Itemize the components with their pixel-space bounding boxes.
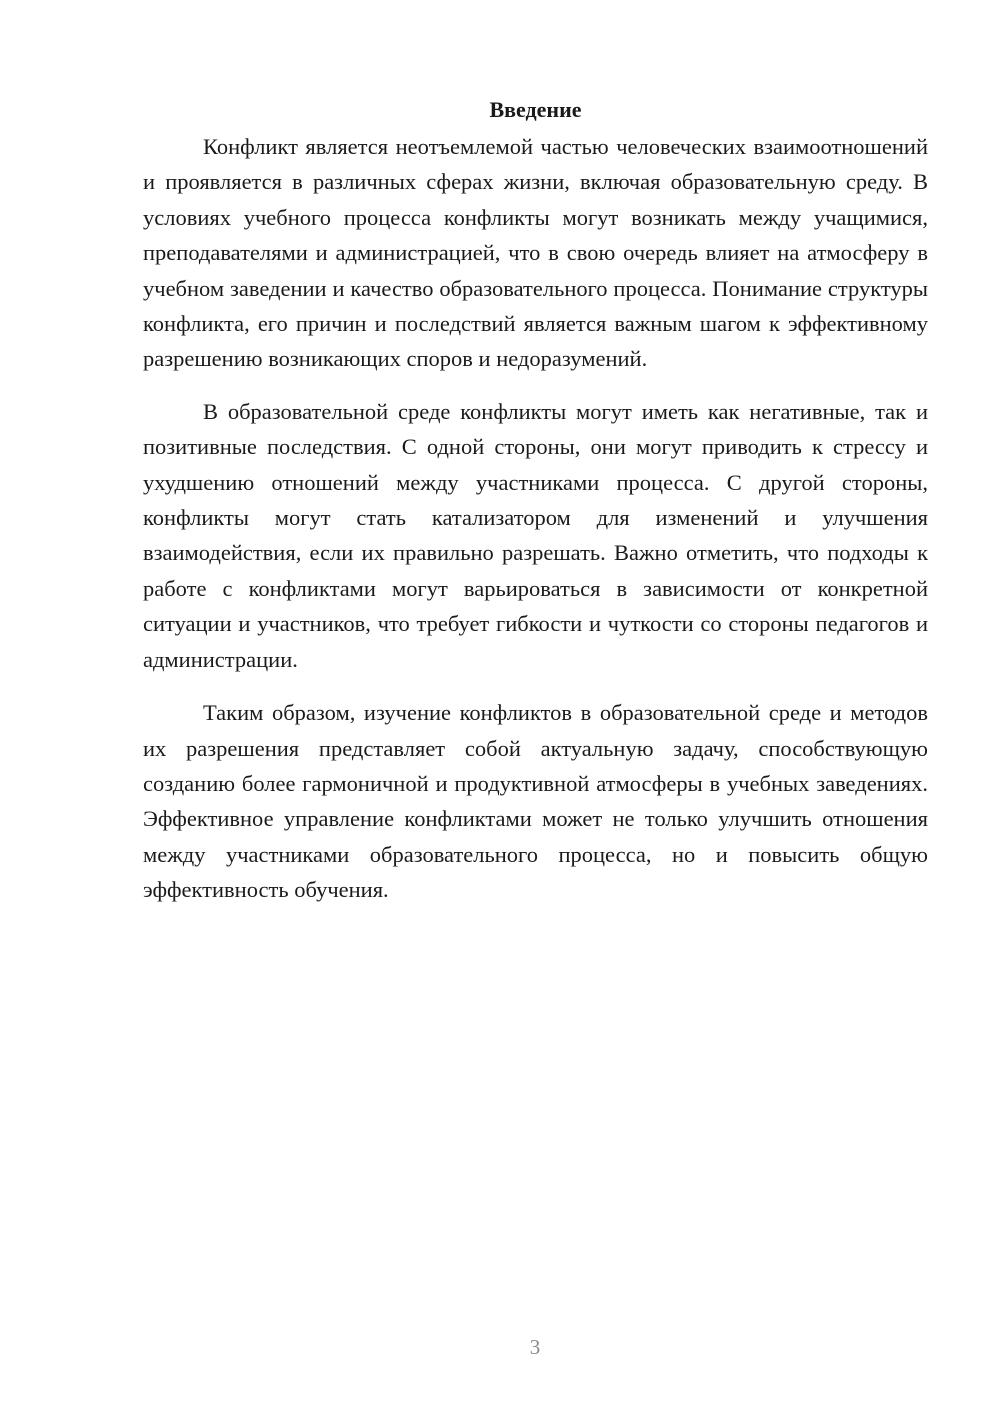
section-title: Введение	[489, 97, 582, 122]
page-content	[143, 92, 928, 908]
paragraph-1: Конфликт является неотъемлемой частью человеческих взаимоотношений и проявляется в различных сферах жизни, включая образовательную среду. В условиях учебного процесса конфликты могут возникать между учащимися, преподавателями и администрацией, что в свою очередь влияет на атмосферу в учебном заведении и качество образовательного процесса. Понимание структуры конфликта, его причин и последствий является важным шагом к эффективному разрешению возникающих споров и недоразумений.	[143, 134, 928, 372]
paragraph-2: В образовательной среде конфликты могут иметь как негативные, так и позитивные последствия. С одной стороны, они могут приводить к стрессу и ухудшению отношений между участниками процесса. С другой стороны, конфликты могут стать катализатором для изменений и улучшения взаимодействия, если их правильно разрешать. Важно отметить, что подходы к работе с конфликтами могут варьироваться в зависимости от конкретной ситуации и участников, что требует гибкости и чуткости со стороны педагогов и администрации.	[143, 398, 928, 672]
paragraph-3: Таким образом, изучение конфликтов в образовательной среде и методов их разрешения представляет собой актуальную задачу, способствующую созданию более гармоничной и продуктивной атмосферы в учебных заведениях. Эффективное управление конфликтами может не только улучшить отношения между участниками образовательного процесса, но и повысить общую эффективность обучения.	[143, 700, 928, 903]
page-number: 3	[529, 1335, 541, 1359]
